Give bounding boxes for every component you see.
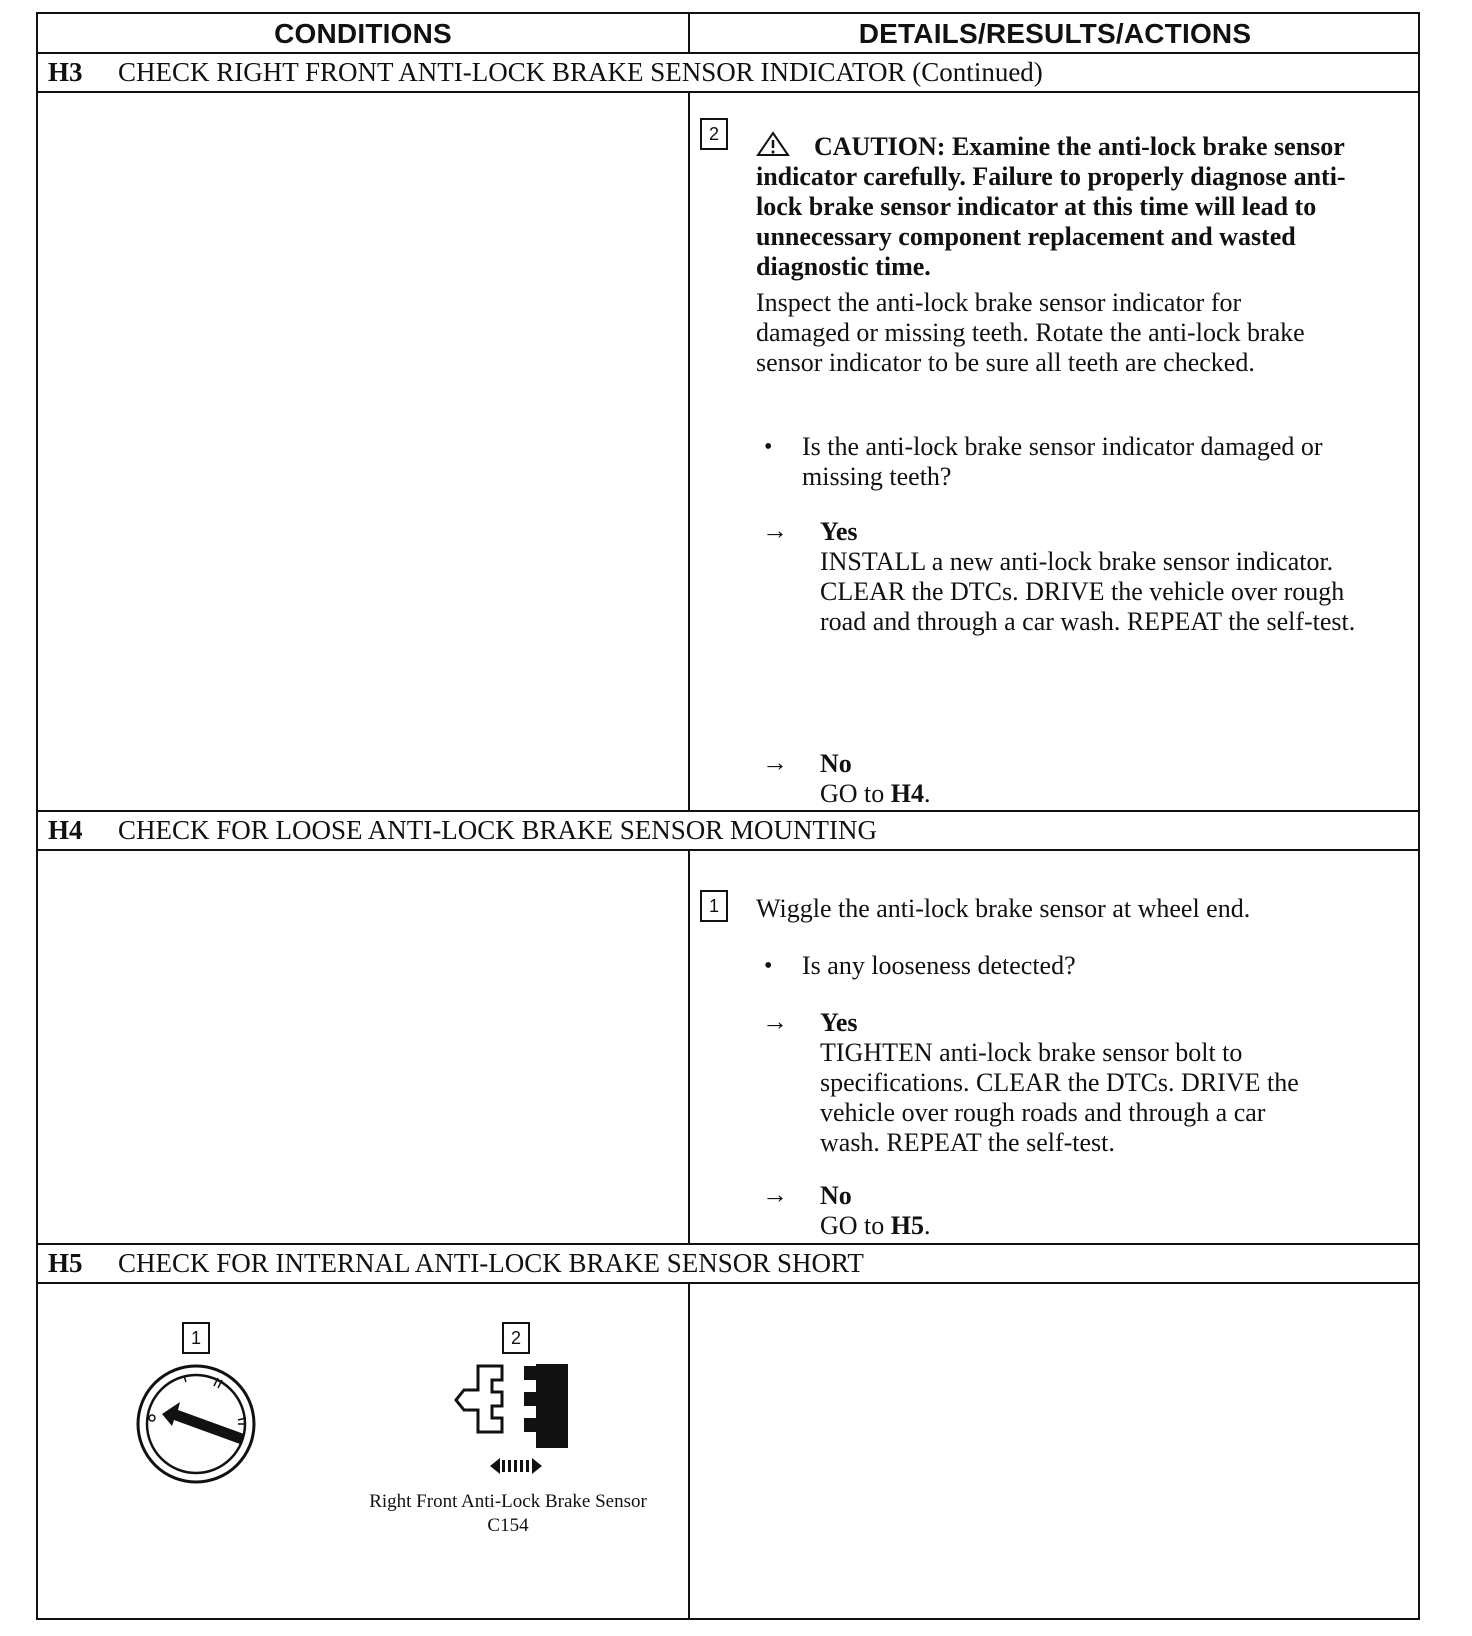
- section-title: CHECK RIGHT FRONT ANTI-LOCK BRAKE SENSOR INDICATOR (Continued): [118, 56, 1043, 87]
- h5-section-title: [48, 1244, 864, 1282]
- goto-target: H5: [890, 1211, 925, 1240]
- col-divider: [688, 92, 690, 812]
- yes-action-text: INSTALL a new anti-lock brake sensor indicator. CLEAR the DTCs. DRIVE the vehicle over rough road and through a car wash. REPEAT the self-test.: [820, 547, 1356, 636]
- no-action-suffix: .: [924, 1211, 931, 1240]
- h4-section-title: [48, 811, 877, 849]
- disconnected-connector-icon: [450, 1360, 580, 1480]
- yes-label: Yes: [820, 517, 858, 546]
- section-id: H4: [48, 814, 83, 845]
- section-id: H5: [48, 1247, 83, 1278]
- arrow-right-icon: →: [762, 1007, 788, 1036]
- no-label: No: [820, 1181, 852, 1210]
- step-number: 2: [502, 1322, 530, 1354]
- arrow-right-icon: →: [762, 1180, 788, 1209]
- conditions-header: CONDITIONS: [274, 18, 452, 49]
- bullet: •: [764, 953, 773, 979]
- ignition-switch-off-icon: [134, 1362, 258, 1486]
- step-number: 1: [182, 1322, 210, 1354]
- no-action-prefix: GO to: [820, 1211, 891, 1240]
- yes-label: Yes: [820, 1008, 858, 1037]
- connector-id: C154: [487, 1515, 529, 1536]
- figure-caption: [328, 1490, 688, 1538]
- h3-section-title: [48, 53, 1043, 91]
- col-divider: [688, 850, 690, 1245]
- h5-title-rule: [38, 1282, 1418, 1284]
- details-header: DETAILS/RESULTS/ACTIONS: [858, 18, 1252, 49]
- section-title: CHECK FOR INTERNAL ANTI-LOCK BRAKE SENSOR SHORT: [118, 1247, 864, 1278]
- section-title: CHECK FOR LOOSE ANTI-LOCK BRAKE SENSOR MOUNTING: [118, 814, 878, 845]
- h3-title-rule: [38, 91, 1418, 93]
- caption-line: Right Front Anti-Lock Brake Sensor: [369, 1491, 647, 1512]
- diagnostic-table: [36, 12, 1420, 1620]
- instruction-text: Inspect the anti-lock brake sensor indicator for damaged or missing teeth. Rotate the anti-lock brake sensor indicator to be sure all teeth are checked.: [756, 288, 1305, 377]
- arrow-right-icon: →: [762, 748, 788, 777]
- arrow-right-icon: →: [762, 516, 788, 545]
- goto-target: H4: [890, 779, 925, 808]
- no-action-text: [820, 779, 931, 809]
- col-divider: [688, 1283, 690, 1619]
- step-number: 1: [700, 890, 728, 922]
- no-action-prefix: GO to: [820, 779, 891, 808]
- instruction-text: Wiggle the anti-lock brake sensor at wheel end.: [756, 894, 1251, 923]
- caution-text: CAUTION: Examine the anti-lock brake sensor indicator carefully. Failure to properly diagnose anti-lock brake sensor indicator at this time will lead to unnecessary component replacement and wasted diagnostic time.: [756, 132, 1346, 281]
- bullet: •: [764, 434, 773, 460]
- no-label: No: [820, 749, 852, 778]
- no-action-text: [820, 1211, 931, 1241]
- question-text: Is any looseness detected?: [802, 951, 1076, 980]
- yes-action-text: TIGHTEN anti-lock brake sensor bolt to specifications. CLEAR the DTCs. DRIVE the vehicle over rough roads and through a car wash. REPEAT the self-test.: [820, 1038, 1299, 1157]
- h4-title-rule: [38, 849, 1418, 851]
- no-action-suffix: .: [924, 779, 931, 808]
- question-text: Is the anti-lock brake sensor indicator damaged or missing teeth?: [802, 432, 1323, 491]
- section-id: H3: [48, 56, 83, 87]
- step-number: 2: [700, 118, 728, 150]
